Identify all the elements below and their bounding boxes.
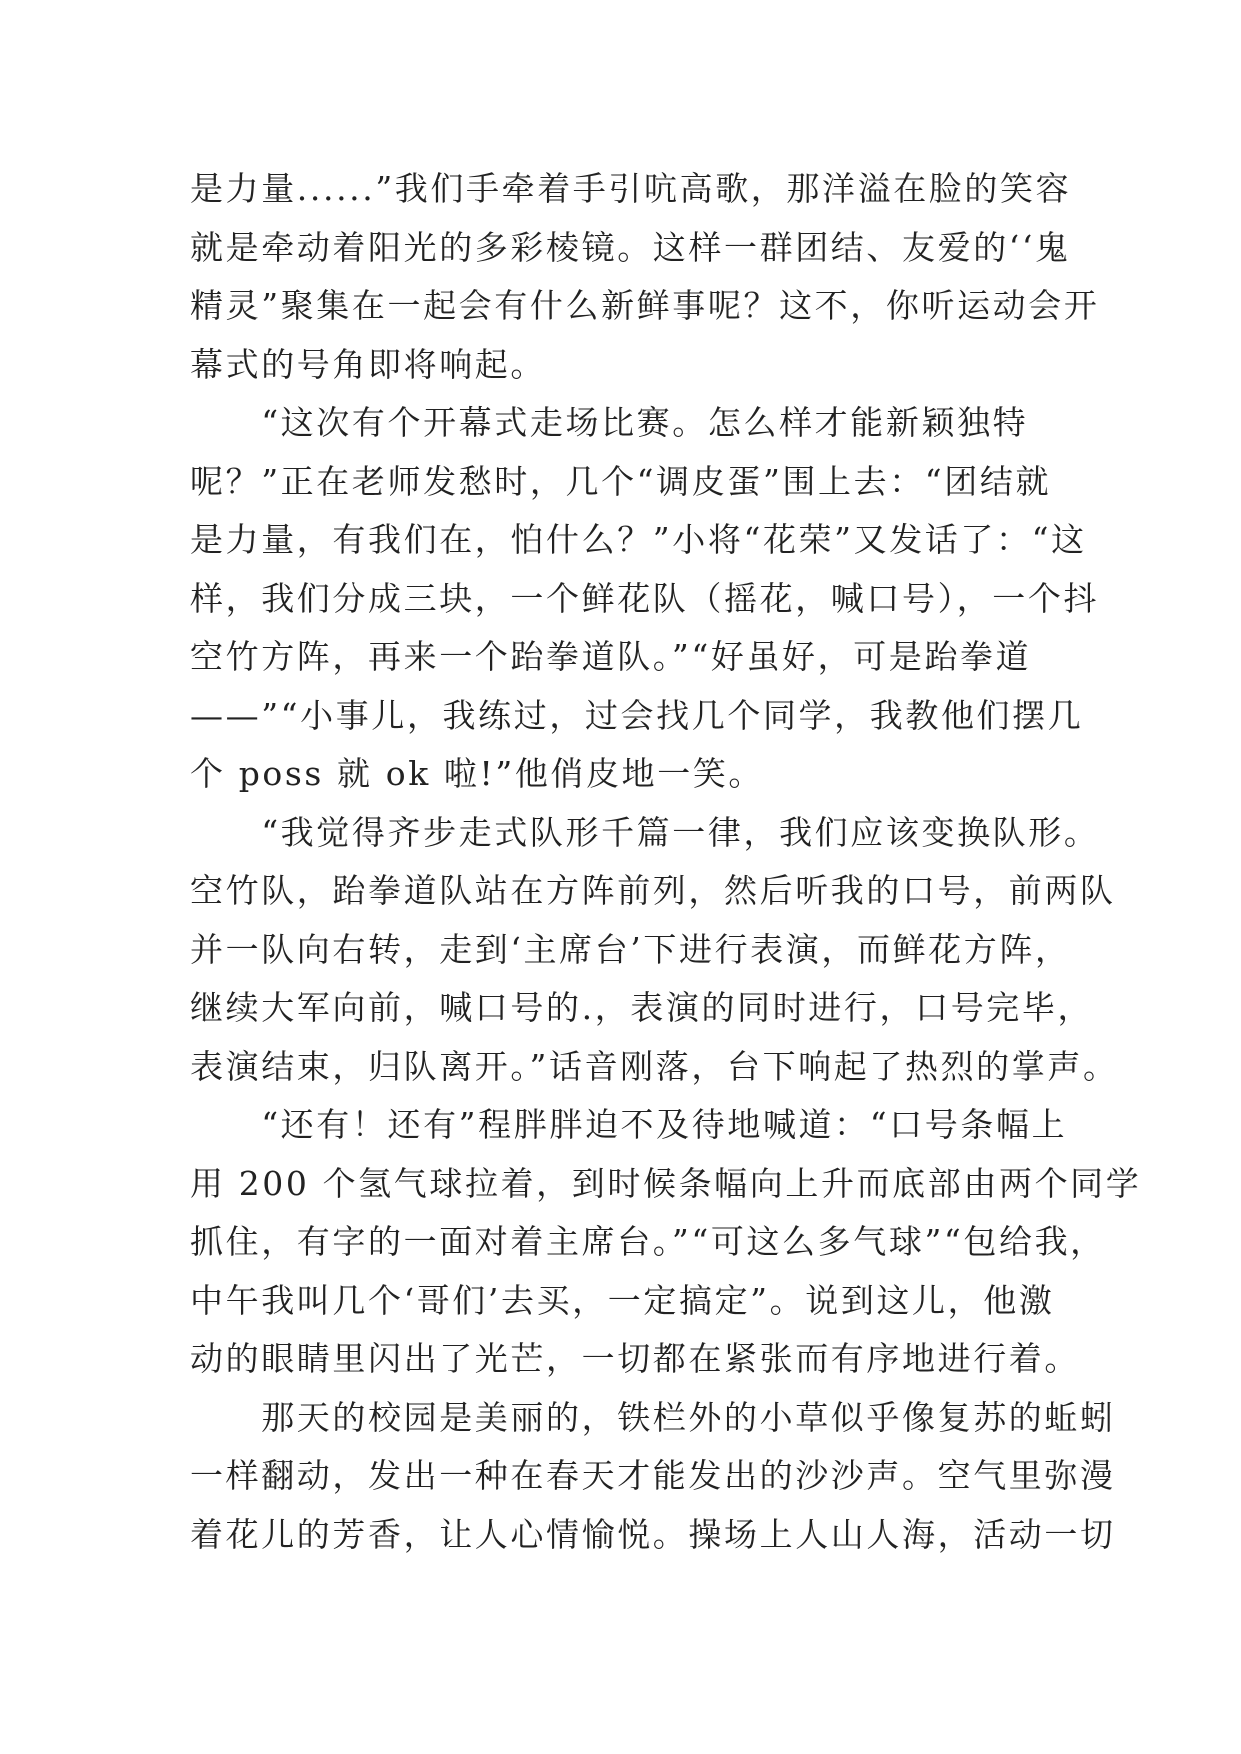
text-line: 那天的校园是美丽的，铁栏外的小草似乎像复苏的蚯蚓 [190,1397,1116,1437]
text-line: 幕式的号角即将响起。 [190,344,546,384]
text-line: 个 poss 就 ok 啦!”他俏皮地一笑。 [190,754,765,793]
text-line: 中午我叫几个‘哥们’去买，一定搞定”。说到这儿，他激 [190,1280,1055,1320]
text-line: 表演结束，归队离开。”话音刚落，台下响起了热烈的掌声。 [190,1046,1119,1086]
text-line: 呢？”正在老师发愁时，几个“调皮蛋”围上去：“团结就 [190,461,1052,501]
text-line: 继续大军向前，喊口号的.，表演的同时进行，口号完毕， [190,988,1094,1027]
text-line: 是力量，有我们在，怕什么？”小将“花荣”又发话了：“这 [190,520,1087,559]
text-line: ——”“小事儿，我练过，过会找几个同学，我教他们摆几 [190,695,1084,735]
text-line: 用 200 个氢气球拉着，到时候条幅向上升而底部由两个同学 [190,1163,1142,1203]
text-line: 动的眼睛里闪出了光芒，一切都在紧张而有序地进行着。 [190,1339,1080,1378]
text-line: 精灵”聚集在一起会有什么新鲜事呢？这不，你听运动会开 [190,286,1100,325]
text-line: 就是牵动着阳光的多彩棱镜。这样一群团结、友爱的‘‘鬼 [190,227,1071,267]
text-line: 并一队向右转，走到‘主席台’下进行表演，而鲜花方阵， [190,929,1071,969]
text-line: 空竹方阵，再来一个跆拳道队。”“好虽好，可是跆拳道 [190,637,1032,676]
text-line: 着花儿的芳香，让人心情愉悦。操场上人山人海，活动一切 [190,1514,1116,1554]
text-line: “这次有个开幕式走场比赛。怎么样才能新颖独特 [190,403,1029,442]
text-line: 是力量......”我们手牵着手引吭高歌，那洋溢在脸的笑容 [190,169,1072,208]
text-line: “还有！还有”程胖胖迫不及待地喊道：“口号条幅上 [190,1105,1068,1144]
text-line: 空竹队，跆拳道队站在方阵前列，然后听我的口号，前两队 [190,871,1116,910]
text-line: 一样翻动，发出一种在春天才能发出的沙沙声。空气里弥漫 [190,1456,1116,1495]
text-line: 样，我们分成三块，一个鲜花队（摇花，喊口号），一个抖 [190,578,1100,618]
article-body [190,160,1142,1564]
text-line: “我觉得齐步走式队形千篇一律，我们应该变换队形。 [190,812,1100,852]
text-line: 抓住，有字的一面对着主席台。”“可这么多气球”“包给我， [190,1222,1106,1261]
